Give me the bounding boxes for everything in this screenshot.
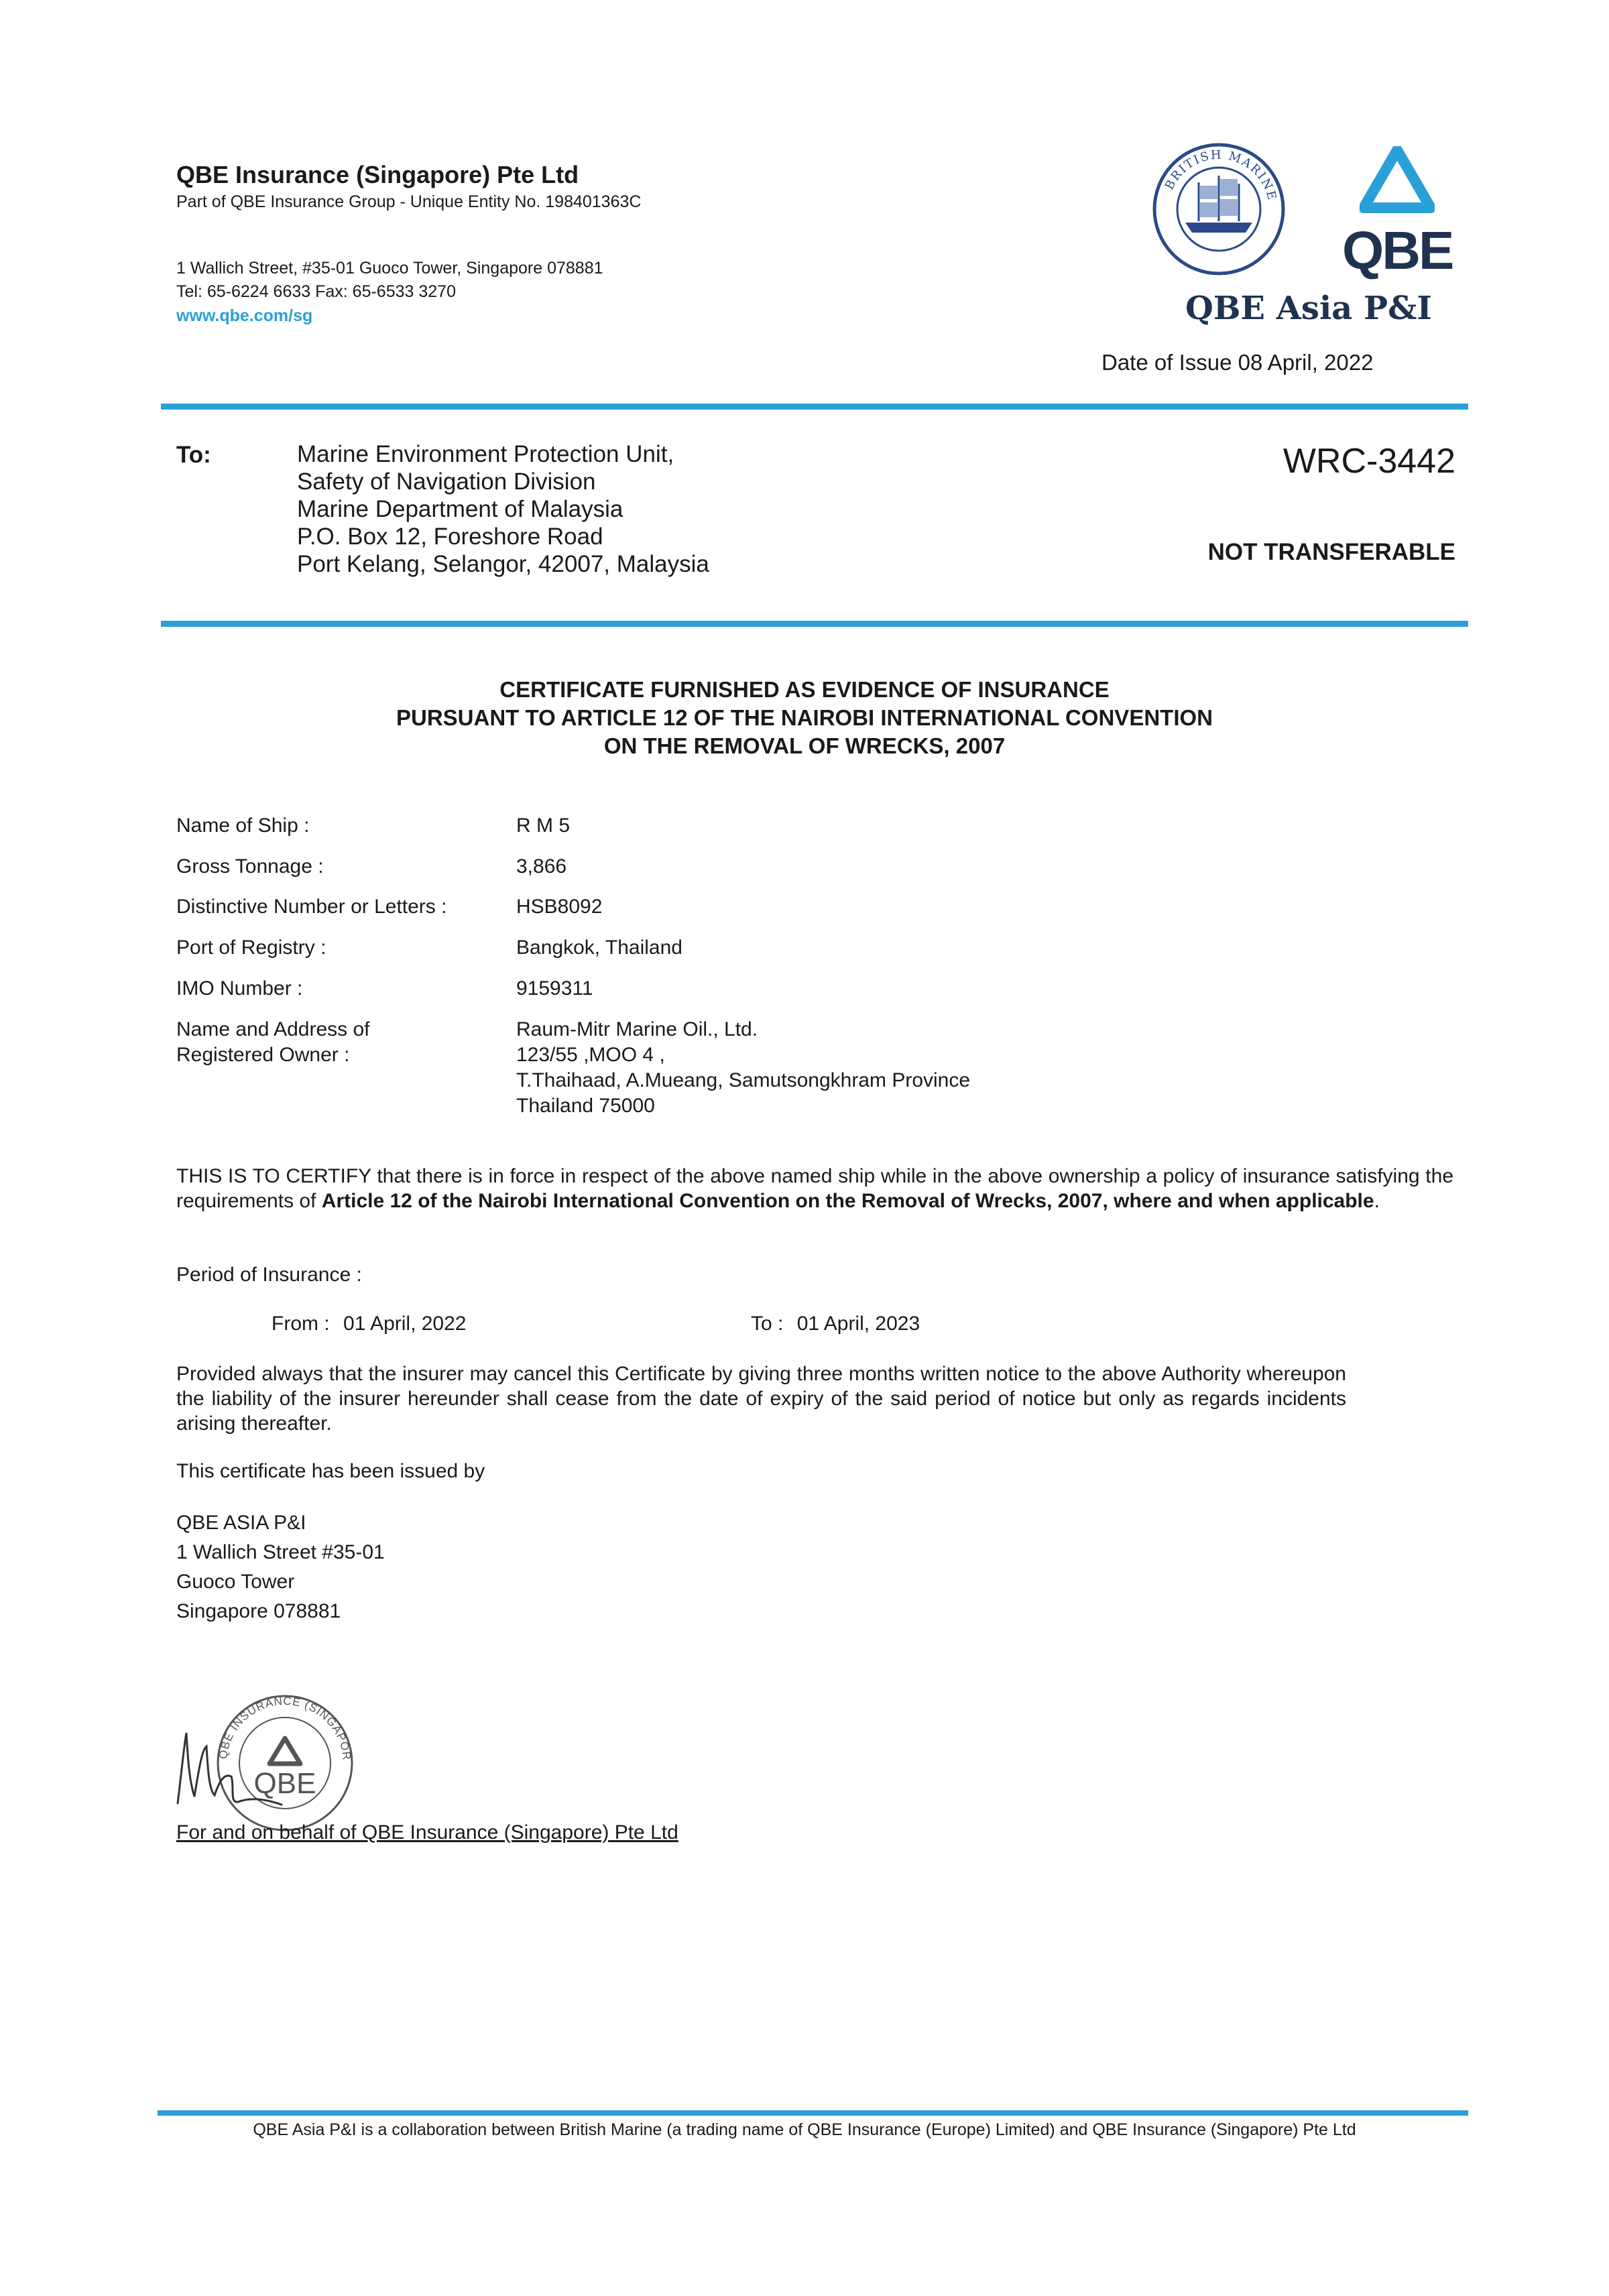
address-line: 1 Wallich Street, #35-01 Guoco Tower, Singapore 078881 [176, 259, 603, 278]
issuer-line: 1 Wallich Street #35-01 [176, 1541, 385, 1563]
owner-label-line: Name and Address of [176, 1018, 370, 1040]
date-of-issue-label: Date of Issue [1101, 350, 1232, 375]
signature-line: For and on behalf of QBE Insurance (Singapore) Pte Ltd [176, 1821, 678, 1844]
qbe-asia-pi: QBE Asia P&I [1185, 290, 1432, 327]
from-label: From : [272, 1313, 330, 1335]
seal-text: BRITISH MARINE [1162, 147, 1280, 203]
period-label: Period of Insurance : [176, 1264, 362, 1286]
port-of-registry-value: Bangkok, Thailand [516, 936, 682, 959]
gross-tonnage-value: 3,866 [516, 855, 567, 878]
to-date: 01 April, 2023 [796, 1313, 920, 1335]
recipient-line: Port Kelang, Selangor, 42007, Malaysia [297, 551, 709, 577]
gross-tonnage-label: Gross Tonnage : [176, 855, 324, 878]
to-date-label: To : [751, 1313, 784, 1335]
tel-fax-line: Tel: 65-6224 6633 Fax: 65-6533 3270 [176, 282, 456, 301]
certify-paragraph [176, 1164, 1453, 1213]
owner-line: Thailand 75000 [516, 1095, 655, 1117]
british-marine-seal [1152, 142, 1286, 276]
owner-line: 123/55 ,MOO 4 , [516, 1044, 665, 1066]
recipient-line: Marine Department of Malaysia [297, 496, 623, 522]
owner-line: Raum-Mitr Marine Oil., Ltd. [516, 1018, 758, 1040]
qbe-logo-icon [1360, 146, 1435, 213]
period-to [751, 1313, 920, 1335]
ship-name-value: R M 5 [516, 814, 571, 837]
from-date: 01 April, 2022 [343, 1313, 467, 1335]
imo-number-value: 9159311 [516, 977, 593, 1000]
date-of-issue-value: 08 April, 2022 [1238, 350, 1374, 375]
port-of-registry-label: Port of Registry : [176, 936, 326, 959]
issuer-line: QBE ASIA P&I [176, 1512, 306, 1534]
not-transferable: NOT TRANSFERABLE [1207, 539, 1455, 565]
stamp-brand: QBE [253, 1767, 316, 1800]
certify-text: THIS IS TO CERTIFY that there is in force in respect of the above named ship while in the above ownership a policy of insurance satisfying the requirements of [176, 1165, 1453, 1212]
certificate-reference: WRC-3442 [1283, 442, 1455, 481]
distinctive-number-value: HSB8092 [516, 896, 603, 918]
recipient-line: P.O. Box 12, Foreshore Road [297, 524, 603, 550]
divider-top [161, 404, 1468, 410]
website-link[interactable]: www.qbe.com/sg [176, 306, 313, 325]
recipient-line: Marine Environment Protection Unit, [297, 441, 674, 467]
issuer-address [176, 1508, 385, 1626]
certificate-title [0, 676, 1609, 760]
owner-line: T.Thaihaad, A.Mueang, Samutsongkhram Province [516, 1069, 971, 1091]
registered-owner-label [176, 1017, 370, 1068]
imo-number-label: IMO Number : [176, 977, 303, 1000]
title-line: PURSUANT TO ARTICLE 12 OF THE NAIROBI INTERNATIONAL CONVENTION [396, 705, 1213, 730]
registered-owner-value [516, 1017, 970, 1119]
proviso-paragraph: Provided always that the insurer may cancel this Certificate by giving three months written notice to the above Authority whereupon the liability of the insurer hereunder shall cease from the date of expiry of the said period of notice but only as regards incidents arising thereafter. [176, 1363, 1346, 1435]
company-address [176, 257, 603, 304]
owner-label-line: Registered Owner : [176, 1044, 350, 1066]
to-label: To: [176, 442, 211, 468]
signature [168, 1716, 288, 1823]
issuer-line: Guoco Tower [176, 1571, 295, 1593]
company-registration: Part of QBE Insurance Group - Unique Entity No. 198401363C [176, 192, 642, 211]
certify-end: . [1374, 1190, 1380, 1212]
stamp-text: QBE INSURANCE (SINGAPOR [217, 1694, 354, 1762]
title-line: CERTIFICATE FURNISHED AS EVIDENCE OF INSURANCE [499, 677, 1110, 702]
issuer-line: Singapore 078881 [176, 1600, 341, 1622]
divider-footer [158, 2110, 1468, 2116]
divider-middle [161, 621, 1468, 627]
footer-note: QBE Asia P&I is a collaboration between British Marine (a trading name of QBE Insurance (Europe) Limited) and QBE Insurance (Singapore) Pte Ltd [253, 2120, 1356, 2139]
distinctive-number-label: Distinctive Number or Letters : [176, 896, 447, 918]
qbe-wordmark: QBE [1342, 221, 1453, 280]
date-of-issue [1101, 350, 1373, 375]
recipient-line: Safety of Navigation Division [297, 469, 596, 495]
period-from [272, 1313, 467, 1335]
issued-by-label: This certificate has been issued by [176, 1460, 485, 1482]
recipient-address [297, 440, 709, 578]
ship-name-label: Name of Ship : [176, 814, 310, 837]
title-line: ON THE REMOVAL OF WRECKS, 2007 [603, 733, 1006, 758]
company-name: QBE Insurance (Singapore) Pte Ltd [176, 161, 579, 188]
certify-article: Article 12 of the Nairobi International Convention on the Removal of Wrecks, 2007, where and when applicable [321, 1190, 1374, 1212]
